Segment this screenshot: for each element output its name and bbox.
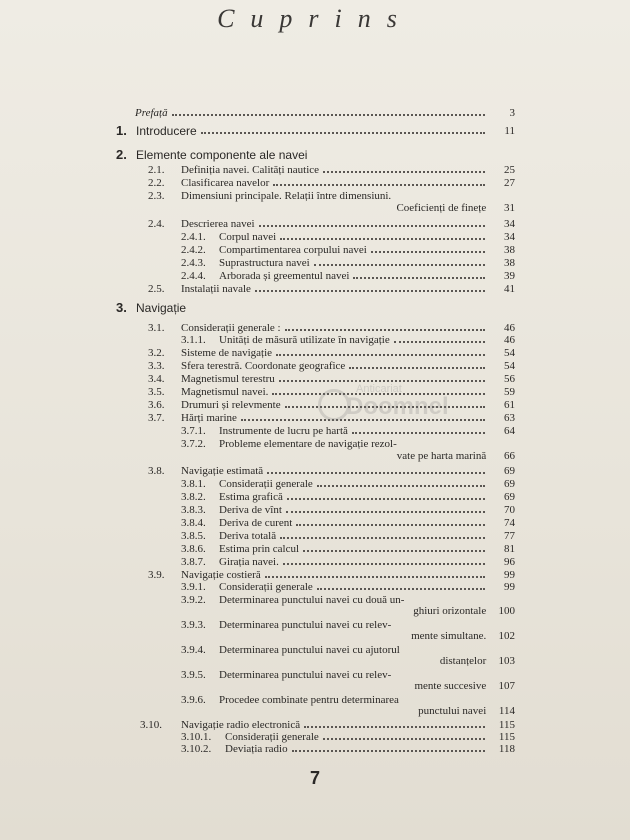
toc-page: 34 <box>504 231 515 243</box>
toc-label: Elemente componente ale navei <box>136 148 308 162</box>
watermark-line-1: Anticariat <box>356 383 402 395</box>
toc-label: Considerații generale : <box>181 322 281 334</box>
toc-row-3-9-5-continuation <box>414 680 515 692</box>
dot-leader <box>317 485 485 487</box>
toc-label: Definiția navei. Calități nautice <box>181 164 320 176</box>
dot-leader <box>279 380 485 382</box>
dot-leader <box>303 550 485 552</box>
toc-row-3-7 <box>148 411 515 424</box>
dot-leader <box>172 114 485 116</box>
toc-label-continuation: punctului navei <box>418 705 487 717</box>
dot-leader <box>323 738 485 740</box>
toc-number: 3.9.2. <box>181 594 206 606</box>
toc-label: Dimensiuni principale. Relații între dimensiuni. <box>181 190 392 202</box>
toc-page: 69 <box>504 478 515 490</box>
toc-number: 3.8.5. <box>181 530 206 542</box>
toc-number: 2.4. <box>148 218 165 230</box>
toc-number: 2.2. <box>148 177 165 189</box>
toc-label: Unități de măsură utilizate în navigație <box>219 334 390 346</box>
dot-leader <box>353 277 485 279</box>
toc-row-3-8-7 <box>181 555 515 568</box>
toc-label: Magnetismul terestru <box>181 373 275 385</box>
toc-label: Considerații generale <box>225 731 319 743</box>
toc-number: 3.9.4. <box>181 644 206 656</box>
toc-page: 34 <box>504 218 515 230</box>
toc-row-3-9-2-continuation <box>413 605 515 617</box>
dot-leader <box>285 329 485 331</box>
toc-row-2-1 <box>148 163 515 176</box>
toc-page: 77 <box>504 530 515 542</box>
toc-label: Probleme elementare de navigație rezol- <box>219 438 397 450</box>
toc-label: Drumuri și relevmente <box>181 399 281 411</box>
toc-page: 46 <box>504 322 515 334</box>
toc-page: 81 <box>504 543 515 555</box>
toc-number: 3.9.3. <box>181 619 206 631</box>
toc-number: 3.7.2. <box>181 438 206 450</box>
toc-row-3-2 <box>148 346 515 359</box>
dot-leader <box>287 498 485 500</box>
toc-page: 102 <box>498 630 515 642</box>
dot-leader <box>352 432 485 434</box>
toc-label-continuation: Coeficienți de finețe <box>396 202 487 214</box>
toc-page: 31 <box>504 202 515 214</box>
dot-leader <box>280 537 485 539</box>
toc-row-3-8-1 <box>181 477 515 490</box>
toc-row-2-4-1 <box>181 230 515 243</box>
toc-row-3-8 <box>148 464 515 477</box>
toc-page: 74 <box>504 517 515 529</box>
toc-number: 3.7.1. <box>181 425 206 437</box>
toc-number: 3.8.2. <box>181 491 206 503</box>
toc-number: 3.7. <box>148 412 165 424</box>
toc-label: Hărți marine <box>181 412 237 424</box>
toc-number: 3.9.6. <box>181 694 206 706</box>
toc-label: Sfera terestră. Coordonate geografice <box>181 360 346 372</box>
toc-label: Estima grafică <box>219 491 283 503</box>
toc-number: 3.3. <box>148 360 165 372</box>
toc-number: 2.1. <box>148 164 165 176</box>
toc-row-chapter-3 <box>116 301 515 314</box>
toc-label: Deriva de curent <box>219 517 293 529</box>
dot-leader <box>317 588 485 590</box>
dot-leader <box>267 472 485 474</box>
dot-leader <box>283 563 485 565</box>
toc-label: Introducere <box>136 124 197 138</box>
toc-row-3-9-4-continuation <box>440 655 515 667</box>
toc-page: 115 <box>498 731 515 743</box>
toc-label: Clasificarea navelor <box>181 177 270 189</box>
toc-row-chapter-1 <box>116 124 515 137</box>
toc-label: Magnetismul navei. <box>181 386 269 398</box>
dot-leader <box>201 132 485 134</box>
toc-label: Estima prin calcul <box>219 543 300 555</box>
toc-label: Arborada și greementul navei <box>219 270 350 282</box>
toc-label: Procedee combinate pentru determinarea <box>219 694 399 706</box>
toc-row-3-8-4 <box>181 516 515 529</box>
toc-label: Deviația radio <box>225 743 288 755</box>
toc-row-3-7-1 <box>181 424 515 437</box>
toc-page: 66 <box>504 450 515 462</box>
toc-page: 115 <box>498 719 515 731</box>
toc-number: 3.5. <box>148 386 165 398</box>
toc-number: 3.10.2. <box>181 743 212 755</box>
dot-leader <box>304 726 485 728</box>
toc-row-3-4 <box>148 372 515 385</box>
dot-leader <box>323 171 485 173</box>
dot-leader <box>276 354 485 356</box>
toc-page: 64 <box>504 425 515 437</box>
toc-row-3-1-1 <box>181 333 515 346</box>
toc-number: 2. <box>116 147 127 162</box>
toc-label: Considerații generale <box>219 478 313 490</box>
toc-label: Navigație estimată <box>181 465 264 477</box>
toc-row-2-2 <box>148 176 515 189</box>
toc-number: 2.4.3. <box>181 257 206 269</box>
toc-label: Determinarea punctului navei cu două un- <box>219 594 405 606</box>
toc-number: 3.1. <box>148 322 165 334</box>
toc-number: 3.8.6. <box>181 543 206 555</box>
toc-row-2-4-4 <box>181 269 515 282</box>
toc-number: 2.5. <box>148 283 165 295</box>
toc-page: 59 <box>504 386 515 398</box>
toc-row-3-8-6 <box>181 542 515 555</box>
toc-page: 70 <box>504 504 515 516</box>
toc-row-2-4-3 <box>181 256 515 269</box>
toc-label: Instrumente de lucru pe hartă <box>219 425 348 437</box>
toc-page: 39 <box>504 270 515 282</box>
toc-page: 69 <box>504 491 515 503</box>
toc-row-3-5 <box>148 385 515 398</box>
watermark-line-2: Doomnel <box>346 393 449 420</box>
dot-leader <box>280 238 485 240</box>
toc-row-3-8-2 <box>181 490 515 503</box>
toc-label: Considerații generale <box>219 581 313 593</box>
toc-number: 3.9.1. <box>181 581 206 593</box>
toc-page: 114 <box>498 705 515 717</box>
toc-label: Deriva totală <box>219 530 277 542</box>
toc-page: 25 <box>504 164 515 176</box>
toc-page: 54 <box>504 347 515 359</box>
toc-number: 3.1.1. <box>181 334 206 346</box>
toc-label: Descrierea navei <box>181 218 255 230</box>
toc-row-3-8-5 <box>181 529 515 542</box>
toc-row-2-5 <box>148 282 515 295</box>
toc-number: 3.9. <box>148 569 165 581</box>
toc-page: 56 <box>504 373 515 385</box>
toc-number: 3.10.1. <box>181 731 212 743</box>
toc-label-continuation: mente simultane. <box>411 630 487 642</box>
toc-number: 2.4.4. <box>181 270 206 282</box>
toc-page: 99 <box>504 569 515 581</box>
dot-leader <box>255 290 485 292</box>
toc-number: 3.8.4. <box>181 517 206 529</box>
toc-label-continuation: ghiuri orizontale <box>413 605 487 617</box>
toc-page: 69 <box>504 465 515 477</box>
toc-page: 96 <box>504 556 515 568</box>
toc-label: Deriva de vînt <box>219 504 282 516</box>
toc-label: Navigație costieră <box>181 569 261 581</box>
toc-row-2-4-2 <box>181 243 515 256</box>
toc-row-2-3-continuation <box>396 202 515 214</box>
toc-label-continuation: distanțelor <box>439 655 487 667</box>
toc-label: Corpul navei <box>219 231 277 243</box>
toc-page: 107 <box>498 680 515 692</box>
toc-label: Prefață <box>135 107 168 119</box>
toc-label: Navigație radio electronică <box>181 719 301 731</box>
toc-label: Compartimentarea corpului navei <box>219 244 367 256</box>
toc-number: 3.8.3. <box>181 504 206 516</box>
toc-number: 2.4.1. <box>181 231 206 243</box>
dot-leader <box>371 251 485 253</box>
toc-row-3-3 <box>148 359 515 372</box>
toc-number: 1. <box>116 123 127 138</box>
toc-row-3-9-1 <box>181 580 515 593</box>
toc-row-3-9-6-continuation <box>418 705 515 717</box>
toc-label: Determinarea punctului navei cu ajutorul <box>219 644 400 656</box>
toc-page: 38 <box>504 244 515 256</box>
toc-page: 46 <box>504 334 515 346</box>
toc-page: 27 <box>504 177 515 189</box>
dot-leader <box>394 341 485 343</box>
toc-row-3-8-3 <box>181 503 515 516</box>
toc-row-3-9-3-continuation <box>411 630 515 642</box>
toc-page: 11 <box>504 125 515 137</box>
toc-row-prefata <box>135 106 515 119</box>
toc-label: Determinarea punctului navei cu relev- <box>219 669 392 681</box>
toc-row-3-6 <box>148 398 515 411</box>
dot-leader <box>314 264 485 266</box>
dot-leader <box>292 750 485 752</box>
toc-number: 3.6. <box>148 399 165 411</box>
toc-number: 3. <box>116 300 127 315</box>
toc-label-continuation: mente succesive <box>414 680 487 692</box>
toc-page: 3 <box>509 107 515 119</box>
toc-row-3-7-2 <box>181 437 515 450</box>
toc-number: 3.8. <box>148 465 165 477</box>
toc-page: 41 <box>504 283 515 295</box>
dot-leader <box>259 225 485 227</box>
toc-page: 100 <box>498 605 515 617</box>
toc-row-2-4 <box>148 217 515 230</box>
toc-page: 61 <box>504 399 515 411</box>
toc-page: 54 <box>504 360 515 372</box>
toc-page: 63 <box>504 412 515 424</box>
toc-label-continuation: vate pe harta marină <box>396 450 487 462</box>
dot-leader <box>273 184 485 186</box>
toc-number: 2.3. <box>148 190 165 202</box>
toc-row-3-7-2-continuation <box>397 450 515 462</box>
page-title: Cuprins <box>217 4 413 33</box>
dot-leader <box>241 419 485 421</box>
toc-page: 38 <box>504 257 515 269</box>
toc-row-2-3 <box>148 189 515 202</box>
toc-label: Sisteme de navigație <box>181 347 273 359</box>
toc-number: 3.2. <box>148 347 165 359</box>
toc-number: 2.4.2. <box>181 244 206 256</box>
toc-page: 118 <box>498 743 515 755</box>
toc-number: 3.10. <box>140 719 162 731</box>
toc-label: Suprastructura navei <box>219 257 310 269</box>
toc-label: Determinarea punctului navei cu relev- <box>219 619 392 631</box>
dot-leader <box>296 524 485 526</box>
toc-number: 3.8.1. <box>181 478 206 490</box>
dot-leader <box>286 511 485 513</box>
toc-label: Navigație <box>136 301 187 315</box>
toc-label: Instalații navale <box>181 283 251 295</box>
toc-page: 103 <box>498 655 515 667</box>
toc-number: 3.4. <box>148 373 165 385</box>
toc-row-3-10-2 <box>181 742 515 755</box>
dot-leader <box>272 393 485 395</box>
page-number: 7 <box>309 768 320 788</box>
toc-page: 99 <box>504 581 515 593</box>
dot-leader <box>285 406 485 408</box>
toc-number: 3.8.7. <box>181 556 206 568</box>
dot-leader <box>265 576 485 578</box>
dot-leader <box>349 367 485 369</box>
toc-number: 3.9.5. <box>181 669 206 681</box>
toc-label: Girația navei. <box>219 556 279 568</box>
toc-row-chapter-2 <box>116 148 515 161</box>
